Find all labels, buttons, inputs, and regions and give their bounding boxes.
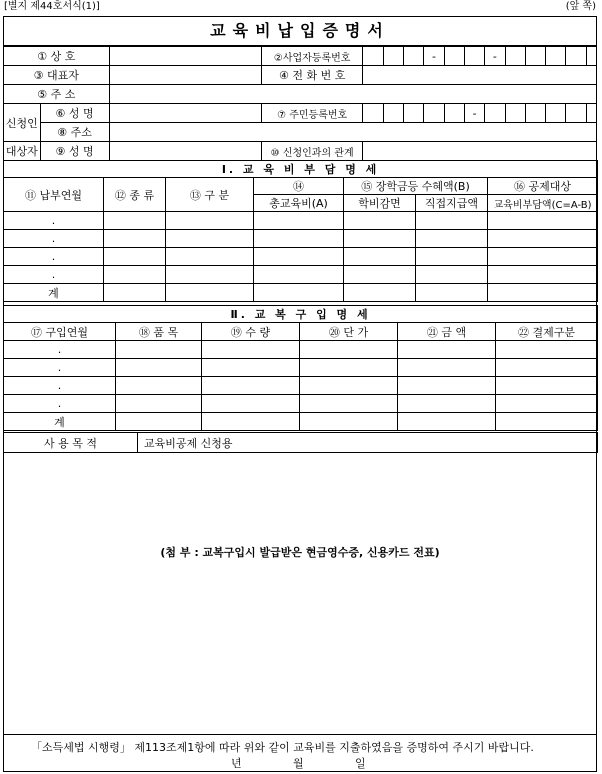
target-name-field[interactable] bbox=[109, 142, 261, 161]
col-deduct: 교육비부담액(C=A-B) bbox=[488, 195, 598, 212]
resident-box[interactable] bbox=[363, 104, 383, 123]
address-label: ⑤ 주 소 bbox=[4, 85, 110, 104]
table-cell[interactable] bbox=[202, 341, 300, 359]
col-scholarship: ⑮ 장학금등 수혜액(B) bbox=[344, 178, 488, 195]
table-cell[interactable] bbox=[398, 359, 496, 377]
biz-reg-box[interactable] bbox=[546, 47, 566, 66]
phone-label: ④ 전 화 번 호 bbox=[261, 66, 363, 85]
month-label: 월 bbox=[293, 757, 304, 770]
table-cell[interactable] bbox=[344, 248, 416, 266]
biz-reg-box[interactable] bbox=[525, 47, 545, 66]
col-deduct-number: ⑯ 공제대상 bbox=[488, 178, 598, 195]
resident-box[interactable] bbox=[383, 104, 403, 123]
table-cell[interactable] bbox=[116, 413, 202, 431]
table-cell[interactable] bbox=[104, 248, 166, 266]
col-purchase-month: ⑰ 구입연월 bbox=[4, 323, 116, 341]
table-row-dot: . bbox=[4, 230, 104, 248]
table-cell[interactable] bbox=[104, 212, 166, 230]
table-row-dot: . bbox=[4, 359, 116, 377]
table-cell[interactable] bbox=[166, 266, 254, 284]
table-cell[interactable] bbox=[344, 284, 416, 302]
purpose-value[interactable]: 교육비공제 신청용 bbox=[138, 433, 598, 453]
table-cell[interactable] bbox=[300, 395, 398, 413]
table-cell[interactable] bbox=[166, 230, 254, 248]
table-cell[interactable] bbox=[488, 266, 598, 284]
resident-no-label: ⑦ 주민등록번호 bbox=[261, 104, 363, 123]
biz-reg-box[interactable] bbox=[464, 47, 484, 66]
resident-box[interactable] bbox=[404, 104, 424, 123]
table-cell[interactable] bbox=[416, 284, 488, 302]
table-cell[interactable] bbox=[254, 284, 344, 302]
col-tuition-reduce: 학비감면 bbox=[344, 195, 416, 212]
biz-reg-no-label: ②사업자등록번호 bbox=[261, 47, 363, 66]
applicant-name-label: ⑥ 성 명 bbox=[40, 104, 109, 123]
resident-box[interactable] bbox=[505, 104, 525, 123]
table-cell[interactable] bbox=[104, 266, 166, 284]
table-cell[interactable] bbox=[488, 284, 598, 302]
resident-dash: - bbox=[464, 104, 484, 123]
resident-box[interactable] bbox=[525, 104, 545, 123]
table-cell[interactable] bbox=[254, 230, 344, 248]
table-row-dot: . bbox=[4, 266, 104, 284]
table-cell[interactable] bbox=[166, 212, 254, 230]
biz-reg-box[interactable] bbox=[505, 47, 525, 66]
phone-field[interactable] bbox=[363, 66, 597, 85]
relation-field[interactable] bbox=[363, 142, 597, 161]
biz-reg-dash: - bbox=[424, 47, 444, 66]
table-cell[interactable] bbox=[398, 341, 496, 359]
col-payment-type: ㉒ 결제구분 bbox=[496, 323, 598, 341]
footer-statement-area bbox=[3, 734, 597, 772]
section1-title: Ⅰ. 교 육 비 부 담 명 세 bbox=[4, 161, 598, 178]
target-name-label: ⑨ 성 명 bbox=[40, 142, 109, 161]
purpose-label: 사 용 목 적 bbox=[4, 433, 138, 453]
table-cell[interactable] bbox=[344, 230, 416, 248]
total-row-label: 계 bbox=[4, 284, 104, 302]
table-cell[interactable] bbox=[300, 359, 398, 377]
biz-reg-box[interactable] bbox=[566, 47, 586, 66]
table-cell[interactable] bbox=[344, 266, 416, 284]
table-cell[interactable] bbox=[116, 341, 202, 359]
table-cell[interactable] bbox=[300, 341, 398, 359]
table-cell[interactable] bbox=[398, 395, 496, 413]
table-cell[interactable] bbox=[488, 212, 598, 230]
resident-box[interactable] bbox=[444, 104, 464, 123]
resident-box[interactable] bbox=[566, 104, 586, 123]
biz-name-label: ① 상 호 bbox=[4, 47, 110, 66]
col-item: ⑱ 품 목 bbox=[116, 323, 202, 341]
table-cell[interactable] bbox=[398, 377, 496, 395]
applicant-name-field[interactable] bbox=[109, 104, 261, 123]
table-cell[interactable] bbox=[202, 377, 300, 395]
rep-field[interactable] bbox=[109, 66, 261, 85]
table-row-dot: . bbox=[4, 341, 116, 359]
col-kind: ⑫ 종 류 bbox=[104, 178, 166, 212]
table-cell[interactable] bbox=[254, 212, 344, 230]
biz-reg-box[interactable] bbox=[404, 47, 424, 66]
table-cell[interactable] bbox=[104, 284, 166, 302]
biz-reg-box[interactable] bbox=[383, 47, 403, 66]
relation-label: ⑩ 신청인과의 관계 bbox=[261, 142, 363, 161]
table-cell[interactable] bbox=[496, 377, 598, 395]
col-category: ⑬ 구 분 bbox=[166, 178, 254, 212]
table-cell[interactable] bbox=[496, 359, 598, 377]
table-cell[interactable] bbox=[496, 413, 598, 431]
table-cell[interactable] bbox=[416, 266, 488, 284]
applicant-label: 신청인 bbox=[4, 104, 41, 142]
table-cell[interactable] bbox=[166, 284, 254, 302]
total-row-label: 계 bbox=[4, 413, 116, 431]
col-quantity: ⑲ 수 량 bbox=[202, 323, 300, 341]
table-cell[interactable] bbox=[416, 230, 488, 248]
section2-title: Ⅱ. 교 복 구 입 명 세 bbox=[4, 306, 598, 323]
applicant-addr-label: ⑧ 주소 bbox=[40, 123, 109, 142]
day-label: 일 bbox=[355, 757, 366, 770]
applicant-addr-field[interactable] bbox=[109, 123, 596, 142]
col-total-number: ⑭ bbox=[254, 178, 344, 195]
resident-box[interactable] bbox=[424, 104, 444, 123]
table-cell[interactable] bbox=[116, 395, 202, 413]
year-label: 년 bbox=[231, 757, 242, 770]
form-header bbox=[0, 0, 602, 14]
education-cost-table bbox=[3, 160, 598, 302]
col-month: ⑪ 납부연월 bbox=[4, 178, 104, 212]
page-side-label: (앞 쪽) bbox=[565, 1, 596, 12]
table-cell[interactable] bbox=[416, 212, 488, 230]
table-cell[interactable] bbox=[398, 413, 496, 431]
statement-text: 「소득세법 시행령」 제113조제1항에 따라 위와 같이 교육비를 지출하였음을 증명하여 주시기 바랍니다. bbox=[31, 741, 534, 754]
table-cell[interactable] bbox=[202, 359, 300, 377]
table-row-dot: . bbox=[4, 377, 116, 395]
table-cell[interactable] bbox=[488, 248, 598, 266]
table-cell[interactable] bbox=[496, 341, 598, 359]
table-cell[interactable] bbox=[116, 359, 202, 377]
resident-box[interactable] bbox=[485, 104, 505, 123]
applicant-table bbox=[3, 46, 597, 161]
table-cell[interactable] bbox=[300, 413, 398, 431]
table-cell[interactable] bbox=[496, 395, 598, 413]
col-total: 총교육비(A) bbox=[254, 195, 344, 212]
attachment-note: (첨 부 : 교복구입시 발급받은 현금영수증, 신용카드 전표) bbox=[160, 546, 440, 559]
table-cell[interactable] bbox=[488, 230, 598, 248]
resident-box[interactable] bbox=[546, 104, 566, 123]
target-label: 대상자 bbox=[4, 142, 41, 161]
table-cell[interactable] bbox=[116, 377, 202, 395]
attachment-area bbox=[3, 452, 597, 734]
biz-reg-box[interactable] bbox=[363, 47, 383, 66]
table-cell[interactable] bbox=[416, 248, 488, 266]
table-cell[interactable] bbox=[202, 395, 300, 413]
table-cell[interactable] bbox=[300, 377, 398, 395]
rep-label: ③ 대표자 bbox=[4, 66, 110, 85]
table-cell[interactable] bbox=[202, 413, 300, 431]
purpose-table bbox=[3, 432, 598, 453]
form-title: 교육비납입증명서 bbox=[3, 16, 597, 46]
table-cell[interactable] bbox=[254, 248, 344, 266]
table-cell[interactable] bbox=[104, 230, 166, 248]
table-row-dot: . bbox=[4, 212, 104, 230]
table-row-dot: . bbox=[4, 248, 104, 266]
col-amount: ㉑ 금 액 bbox=[398, 323, 496, 341]
biz-reg-box[interactable] bbox=[586, 47, 596, 66]
uniform-purchase-table bbox=[3, 305, 598, 431]
col-direct-pay: 직접지급액 bbox=[416, 195, 488, 212]
biz-reg-box[interactable] bbox=[444, 47, 464, 66]
form-number: [별지 제44호서식(1)] bbox=[4, 1, 100, 12]
table-cell[interactable] bbox=[254, 266, 344, 284]
table-cell[interactable] bbox=[344, 212, 416, 230]
biz-reg-dash: - bbox=[485, 47, 505, 66]
table-cell[interactable] bbox=[166, 248, 254, 266]
table-row-dot: . bbox=[4, 395, 116, 413]
biz-name-field[interactable] bbox=[109, 47, 261, 66]
address-field[interactable] bbox=[109, 85, 596, 104]
col-unit-price: ⑳ 단 가 bbox=[300, 323, 398, 341]
date-line bbox=[231, 755, 417, 771]
resident-box[interactable] bbox=[586, 104, 596, 123]
